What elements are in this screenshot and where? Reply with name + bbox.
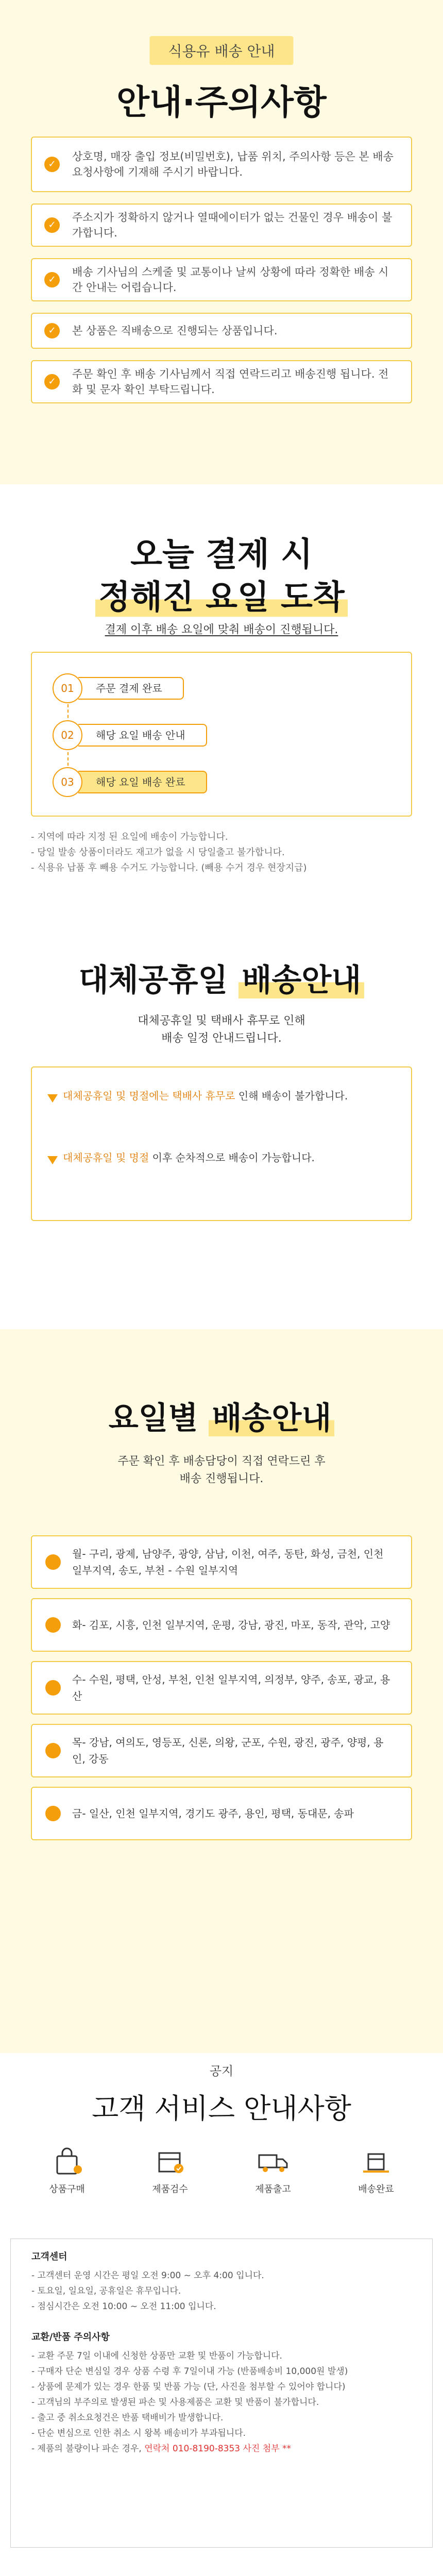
region-list [31, 1535, 412, 1850]
intro-section [0, 0, 443, 484]
flow-step: 상품구매 [31, 2146, 103, 2195]
intro-title: 안내·주의사항 [116, 82, 327, 122]
step-item: 01 주문 결제 완료 [53, 673, 184, 703]
notice-label: 공지 [209, 2064, 234, 2078]
bullet-icon [45, 1806, 61, 1821]
triangle-icon [47, 1156, 58, 1164]
today-notes: - 지역에 따라 지정 된 요일에 배송이 가능합니다. - 당일 발송 상품이더라도 재고가 없을 시 당일출고 불가합니다. - 식용유 납품 후 빼용 수거도 가능합니다. (빼용 수거 경우 현장지급) [31, 832, 307, 873]
bullet-icon [45, 1743, 61, 1758]
step-item: 02 해당 요일 배송 안내 [53, 720, 207, 750]
holiday-item: 대체공휴일 및 명절 이후 순차적으로 배송이 가능합니다. [63, 1151, 315, 1164]
daily-subtitle: 주문 확인 후 배송담당이 직접 연락드린 후 배송 진행됩니다. [117, 1455, 326, 1485]
flow-step: 제품검수 [134, 2146, 206, 2195]
intro-pill: 식용유 배송 안내 [149, 36, 293, 65]
check-icon: ✓ [44, 157, 60, 172]
truck-icon [255, 2146, 291, 2177]
bag-icon [49, 2146, 85, 2177]
bullet-icon [45, 1554, 61, 1570]
region-item: 금- 일산, 인천 일부지역, 경기도 광주, 용인, 평택, 동대문, 송파 [31, 1787, 412, 1840]
notice-item: ✓ 주문 확인 후 배송 기사님께서 직접 연락드리고 배송진행 됩니다. 전화 및 문자 확인 부탁드립니다. [31, 360, 412, 403]
holiday-subtitle: 대체공휴일 및 택배사 휴무로 인해 배송 일정 안내드립니다. [138, 1014, 305, 1045]
triangle-icon [47, 1094, 58, 1103]
box-check-icon [152, 2146, 188, 2177]
bullet-icon [45, 1617, 61, 1633]
delivery-icon [358, 2146, 394, 2177]
check-icon: ✓ [44, 217, 60, 233]
notice-item: ✓ 본 상품은 직배송으로 진행되는 상품입니다. [31, 313, 412, 349]
holiday-box [31, 1066, 412, 1221]
holiday-item: 대체공휴일 및 명절에는 택배사 휴무로 인해 배송이 불가합니다. [63, 1090, 348, 1102]
notice-item: ✓ 주소지가 정확하지 않거나 열때에이터가 없는 건물인 경우 배송이 불가합니다. [31, 204, 412, 247]
notice-list [31, 137, 412, 415]
check-icon: ✓ [44, 374, 60, 389]
daily-title: 요일별 배송안내 [0, 1394, 443, 1438]
today-title-line2: 정해진 요일 도착 [0, 571, 443, 618]
today-subtitle: 결제 이후 배송 요일에 맞춰 배송이 진행됩니다. [105, 623, 338, 636]
cs-panel: 고객센터 - 고객센터 운영 시간은 평일 오전 9:00 ~ 오후 4:00 입니다. - 토요일, 일요일, 공휴일은 휴무입니다. - 점심시간은 오전 10:00 ~ 오전 11:00 입니다. 교환/반품 주의사항 - 교환 주문 7일 이내에 신청한 상품만 교환 및 반품이 가능합니다. - 구매자 단순 변심일 경우 상품 수령 후 7일이내 가능 (반품배송비 10,000원 발생) - 상품에 문제가 있는 경우 한품 및 반품 가능 (단, 사진을 첨부할 수 있어야 합니다) - 고객님의 부주의로 발생된 파손 및 사용제품은 교환 및 반품이 불가합니다. - 출고 중 취소요청건은 반품 택배비가 발생합니다. - 단순 변심으로 인한 취소 시 왕복 배송비가 부과됩니다. - 제품의 불량이나 파손 경우, 연락처 010-8190-8353 사진 첨부 ** [10, 2239, 433, 2548]
service-flow [31, 2146, 412, 2195]
flow-step: 제품출고 [237, 2146, 309, 2195]
contact-line: - 제품의 불량이나 파손 경우, 연락처 010-8190-8353 사진 첨부 ** [31, 2444, 292, 2454]
holiday-title: 대체공휴일 배송안내 [0, 956, 443, 1000]
delivery-steps [31, 652, 412, 817]
check-icon: ✓ [44, 323, 60, 338]
bullet-icon [45, 1680, 61, 1696]
region-item: 목- 강남, 여의도, 영등포, 신론, 의왕, 군포, 수원, 광진, 광주, 양평, 용인, 강동 [31, 1724, 412, 1777]
notice-item: ✓ 배송 기사님의 스케줄 및 교통이나 날씨 상황에 따라 정확한 배송 시간 안내는 어렵습니다. [31, 258, 412, 301]
region-item: 수- 수원, 평택, 안성, 부천, 인천 일부지역, 의정부, 양주, 송포, 광교, 용산 [31, 1661, 412, 1715]
region-item: 월- 구리, 광제, 남양주, 광양, 삼남, 이천, 여주, 동탄, 화성, 금천, 인천 일부지역, 송도, 부천 - 수원 일부지역 [31, 1535, 412, 1589]
step-item: 03 해당 요일 배송 완료 [53, 767, 207, 797]
flow-step: 배송완료 [340, 2146, 412, 2195]
service-title: 고객 서비스 안내사항 [92, 2092, 351, 2125]
check-icon: ✓ [44, 272, 60, 287]
region-item: 화- 김포, 시흥, 인천 일부지역, 운평, 강남, 광진, 마포, 동작, 관악, 고양 [31, 1598, 412, 1652]
today-title-line1: 오늘 결제 시 [130, 536, 313, 574]
notice-item: ✓ 상호명, 매장 출입 정보(비밀번호), 납품 위치, 주의사항 등은 본 배송 요청사항에 기재해 주시기 바랍니다. [31, 137, 412, 192]
